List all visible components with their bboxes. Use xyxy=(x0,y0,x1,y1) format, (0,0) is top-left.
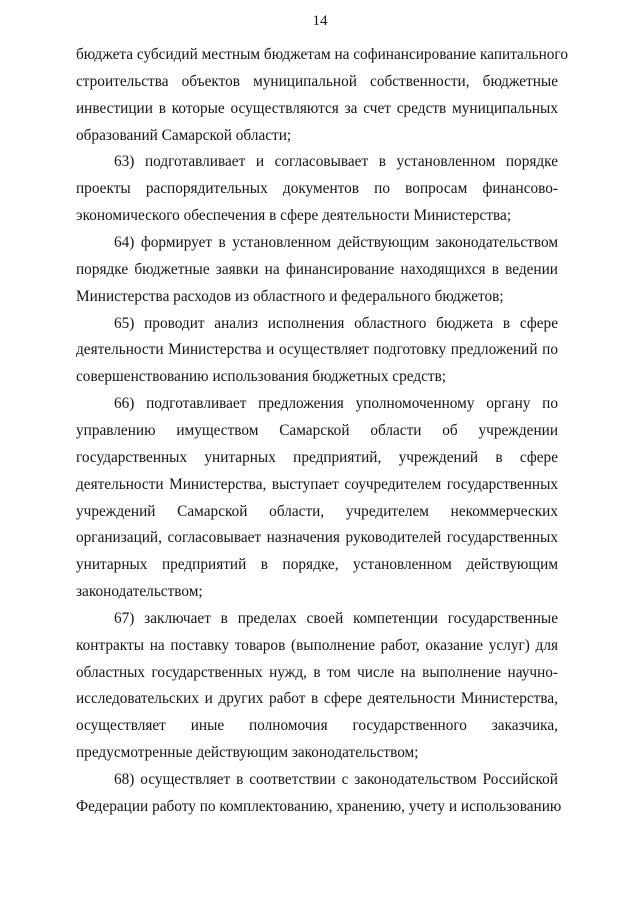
text-line: 63) подготавливает и согласовывает в установленном порядке xyxy=(114,153,558,171)
text-line: инвестиции в которые осуществляются за счет средств муниципальных xyxy=(76,99,558,117)
text-line: образований Самарской области; xyxy=(76,126,292,144)
text-line: организаций, согласовывает назначения руководителей государственных xyxy=(76,529,558,547)
text-line: проекты распорядительных документов по вопросам финансово- xyxy=(76,180,558,198)
text-line: совершенствованию использования бюджетных средств; xyxy=(76,368,447,386)
text-line: унитарных предприятий в порядке, установленном действующим xyxy=(76,556,558,574)
text-line: бюджета субсидий местным бюджетам на софинансирование капитального xyxy=(76,46,568,63)
text-line: управлению имуществом Самарской области об учреждении xyxy=(76,421,558,439)
text-line: деятельности Министерства и осуществляет подготовку предложений по xyxy=(76,341,558,359)
text-line: контракты на поставку товаров (выполнение работ, оказание услуг) для xyxy=(76,636,558,654)
text-line: 66) подготавливает предложения уполномоченному органу по xyxy=(114,395,558,413)
text-line: 65) проводит анализ исполнения областного бюджета в сфере xyxy=(114,314,558,332)
text-line: осуществляет иные полномочия государственного заказчика, xyxy=(76,717,558,735)
text-line: порядке бюджетные заявки на финансирование находящихся в ведении xyxy=(76,260,558,278)
page-number: 14 xyxy=(312,13,328,29)
text-line: 64) формирует в установленном действующим законодательством xyxy=(114,234,558,251)
text-line: областных государственных нужд, в том числе на выполнение научно- xyxy=(76,663,558,681)
text-line: экономического обеспечения в сфере деятельности Министерства; xyxy=(76,207,512,225)
text-line: предусмотренные действующим законодательством; xyxy=(76,744,419,762)
text-line: деятельности Министерства, выступает соучредителем государственных xyxy=(76,475,558,493)
text-line: учреждений Самарской области, учредителем некоммерческих xyxy=(76,502,558,520)
text-line: 67) заключает в пределах своей компетенции государственные xyxy=(114,609,558,627)
text-line: исследовательских и других работ в сфере деятельности Министерства, xyxy=(76,690,558,708)
text-line: строительства объектов муниципальной собственности, бюджетные xyxy=(76,72,558,90)
text-line: Министерства расходов из областного и федерального бюджетов; xyxy=(76,287,504,305)
text-line: Федерации работу по комплектованию, хранению, учету и использованию xyxy=(76,797,562,815)
text-line: государственных унитарных предприятий, учреждений в сфере xyxy=(76,448,558,466)
text-line: законодательством; xyxy=(76,583,203,600)
text-line: 68) осуществляет в соответствии с законодательством Российской xyxy=(114,771,558,788)
